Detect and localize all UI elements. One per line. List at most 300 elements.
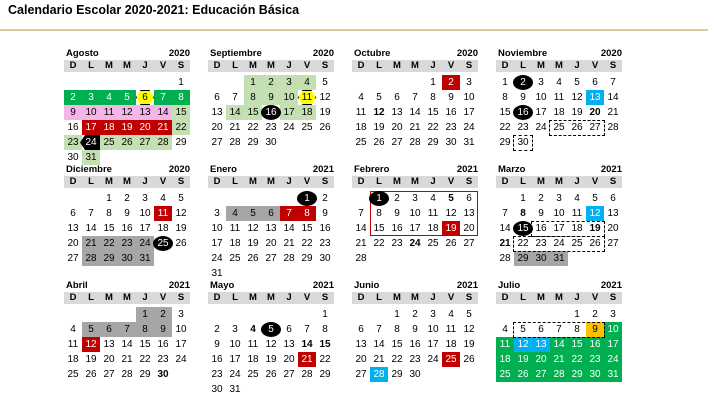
calendar-day: 31 (604, 367, 622, 382)
month-year: 2021 (168, 280, 190, 291)
weekday-header: M (537, 292, 545, 303)
weekday-header: M (411, 60, 419, 71)
calendar-day: 18 (553, 107, 565, 118)
calendar-day: 21 (373, 354, 385, 365)
weekday-header: J (574, 292, 580, 303)
calendar-day: 25 (571, 238, 583, 249)
calendar-day: 15 (373, 223, 385, 234)
calendar-day: 8 (172, 90, 190, 105)
calendar-day: 9 (538, 208, 544, 219)
calendar-day: 16 (67, 122, 79, 133)
calendar-day: 5 (574, 77, 580, 88)
calendar-day: 27 (391, 137, 403, 148)
calendar-day: 4 (502, 324, 508, 335)
calendar-day: 12 (265, 339, 277, 350)
calendar-day: 13 (67, 223, 79, 234)
calendar-day: 10 (139, 208, 151, 219)
weekday-header: J (430, 60, 436, 71)
calendar-day: 15 (391, 339, 403, 350)
month-header (496, 48, 626, 59)
month-year: 2021 (600, 164, 622, 175)
calendar-day: 24 (136, 236, 154, 251)
calendar-day: 18 (67, 354, 79, 365)
calendar-day: 26 (571, 122, 583, 133)
calendar-day: 25 (100, 135, 118, 150)
weekday-header: J (142, 60, 148, 71)
month-header (64, 164, 194, 175)
weekday-header: L (376, 60, 382, 71)
month-name: Marzo (498, 164, 526, 175)
calendar-day: 26 (85, 369, 97, 380)
calendar-day: 30 (118, 251, 136, 266)
calendar-day: 20 (355, 354, 367, 365)
calendar-day: 14 (85, 223, 97, 234)
calendar-day: 29 (247, 137, 259, 148)
calendar-day: 21 (409, 122, 421, 133)
calendar-day: 20 (391, 122, 403, 133)
calendar-day: 21 (607, 107, 619, 118)
calendar-day: 4 (250, 324, 256, 335)
calendar-day: 19 (175, 223, 187, 234)
calendar-day: 21 (154, 120, 172, 135)
calendar-day: 1 (520, 193, 526, 204)
weekday-header: M (393, 60, 401, 71)
calendar-day: 3 (556, 193, 562, 204)
calendar-day: 24 (553, 238, 565, 249)
calendar-day: 8 (106, 208, 112, 219)
calendar-day: 26 (514, 367, 532, 382)
calendar-day: 27 (67, 253, 79, 264)
weekday-header: M (249, 176, 257, 187)
calendar-day: 24 (175, 354, 187, 365)
calendar-day: 23 (319, 238, 331, 249)
weekday-header: S (321, 60, 329, 71)
month-name: Diciembre (66, 164, 112, 175)
calendar-day: 23 (157, 354, 169, 365)
calendar-day: 9 (586, 322, 604, 337)
weekday-header: M (267, 176, 275, 187)
weekday-header: L (88, 60, 94, 71)
calendar-day: 2 (262, 75, 280, 90)
calendar-day: 18 (100, 120, 118, 135)
calendar-day: 30 (319, 253, 331, 264)
title-divider (0, 29, 708, 31)
calendar-day: 17 (604, 337, 622, 352)
calendar-day: 7 (502, 208, 508, 219)
calendar-day: 12 (445, 208, 457, 219)
month-header (352, 280, 482, 291)
calendar-day: 19 (85, 354, 97, 365)
weekday-header: D (357, 292, 365, 303)
calendar-day: 25 (229, 253, 241, 264)
calendar-day: 11 (445, 324, 457, 335)
calendar-day: 7 (88, 208, 94, 219)
calendar-day: 17 (175, 339, 187, 350)
calendar-day: 29 (319, 369, 331, 380)
calendar-day: 1 (136, 307, 154, 322)
weekday-header-row (208, 292, 334, 304)
calendar-day: 14 (373, 339, 385, 350)
weekday-header: L (520, 60, 526, 71)
calendar-day: 15 (499, 107, 511, 118)
calendar-day: 3 (214, 208, 220, 219)
calendar-day: 3 (280, 75, 298, 90)
calendar-day: 6 (358, 324, 364, 335)
calendar-day: 21 (283, 238, 295, 249)
calendar-day: 13 (283, 339, 295, 350)
calendar-day: 18 (445, 339, 457, 350)
month-name: Mayo (210, 280, 235, 291)
calendar-day: 9 (520, 92, 526, 103)
weekday-header: L (88, 292, 94, 303)
month-name: Abril (66, 280, 88, 291)
calendar-day: 8 (136, 322, 154, 337)
calendar-day: 28 (355, 253, 367, 264)
calendar-day: 14 (499, 223, 511, 234)
calendar-day: 18 (571, 223, 583, 234)
calendar-day: 9 (154, 322, 172, 337)
weekday-header: M (105, 176, 113, 187)
calendar-day: 26 (463, 354, 475, 365)
calendar-day: 31 (136, 251, 154, 266)
calendar-day: 2 (124, 193, 130, 204)
calendar-day: 25 (553, 122, 565, 133)
calendar-day: 25 (442, 352, 460, 367)
calendar-day: 5 (592, 193, 598, 204)
weekday-header: J (430, 292, 436, 303)
weekday-header: D (213, 60, 221, 71)
calendar-day: 7 (358, 208, 364, 219)
weekday-header: M (249, 292, 257, 303)
calendar-day: 19 (514, 352, 532, 367)
calendar-day: 30 (517, 137, 529, 148)
calendar-day: 2 (412, 309, 418, 320)
calendar-day: 14 (301, 339, 313, 350)
calendar-day: 19 (319, 107, 331, 118)
calendar-day: 9 (262, 90, 280, 105)
calendar-day: 19 (247, 238, 259, 249)
calendar-day: 11 (496, 337, 514, 352)
weekday-header: S (609, 292, 617, 303)
calendar-day: 9 (124, 208, 130, 219)
month-year: 2021 (312, 280, 334, 291)
calendar-day: 15 (514, 221, 532, 236)
calendar-day: 23 (586, 352, 604, 367)
weekday-header: M (123, 176, 131, 187)
calendar-day: 14 (121, 339, 133, 350)
calendar-day: 24 (211, 253, 223, 264)
calendar-day: 23 (409, 354, 421, 365)
month-year: 2020 (168, 48, 190, 59)
weekday-header: J (286, 60, 292, 71)
month-abril (64, 280, 208, 394)
weekday-header: V (447, 176, 455, 187)
calendar-day: 20 (211, 122, 223, 133)
weekday-header: J (142, 292, 148, 303)
calendar-day: 19 (265, 354, 277, 365)
calendar-day: 2 (592, 309, 598, 320)
calendar-day: 17 (409, 223, 421, 234)
calendar-day: 22 (499, 122, 511, 133)
calendar-day: 4 (70, 324, 76, 335)
month-name: Septiembre (210, 48, 262, 59)
calendar-day: 8 (298, 206, 316, 221)
calendar-day: 18 (355, 122, 367, 133)
calendar-day: 8 (574, 324, 580, 335)
weekday-header: M (537, 60, 545, 71)
calendar-day: 1 (244, 75, 262, 90)
calendar-day: 10 (604, 322, 622, 337)
calendar-day: 31 (550, 251, 568, 266)
month-noviembre (496, 48, 640, 162)
calendar-day: 5 (118, 90, 136, 105)
calendar-day: 1 (298, 191, 316, 206)
calendar-day: 3 (142, 193, 148, 204)
calendar-day: 12 (463, 324, 475, 335)
calendar-day: 26 (445, 238, 457, 249)
calendar-day: 24 (604, 352, 622, 367)
calendar-day: 5 (178, 193, 184, 204)
calendar-day: 17 (139, 223, 151, 234)
calendar-day: 7 (556, 324, 562, 335)
calendar-day: 12 (319, 92, 331, 103)
calendar-day: 8 (502, 92, 508, 103)
calendar-day: 10 (535, 92, 547, 103)
calendar-day: 20 (607, 223, 619, 234)
weekday-header: M (537, 176, 545, 187)
weekday-header: L (88, 176, 94, 187)
weekday-header-row (352, 60, 478, 72)
calendar-day: 22 (172, 120, 190, 135)
calendar-day: 6 (394, 92, 400, 103)
weekday-header: V (303, 292, 311, 303)
calendar-day: 14 (154, 105, 172, 120)
calendar-day: 21 (499, 238, 511, 249)
calendar-day: 11 (229, 223, 241, 234)
calendar-day: 1 (430, 77, 436, 88)
calendar-day: 29 (499, 137, 511, 148)
month-name: Enero (210, 164, 237, 175)
weekday-header: S (465, 292, 473, 303)
weekday-header: M (411, 176, 419, 187)
calendar-day: 13 (586, 90, 604, 105)
calendar-day: 8 (520, 208, 526, 219)
calendar-day: 15 (427, 107, 439, 118)
calendar-day: 16 (409, 339, 421, 350)
calendar-day: 6 (592, 77, 598, 88)
calendar-day: 15 (319, 339, 331, 350)
weekday-header: L (520, 292, 526, 303)
calendar-day: 17 (535, 107, 547, 118)
calendar-day: 16 (535, 223, 547, 234)
calendar-day: 1 (322, 309, 328, 320)
calendar-day: 11 (247, 339, 259, 350)
calendar-day: 6 (262, 206, 280, 221)
calendar-day: 31 (211, 268, 223, 279)
calendar-day: 2 (322, 193, 328, 204)
calendar-day: 24 (283, 122, 295, 133)
calendar-day: 29 (514, 251, 532, 266)
calendar-day: 10 (175, 324, 187, 335)
month-header (208, 280, 338, 291)
weekday-header: V (591, 292, 599, 303)
calendar-day: 18 (247, 354, 259, 365)
weekday-header: J (286, 176, 292, 187)
month-name: Agosto (66, 48, 99, 59)
month-header (64, 48, 194, 59)
calendar-day: 30 (586, 367, 604, 382)
weekday-header: M (105, 60, 113, 71)
month-year: 2021 (600, 280, 622, 291)
weekday-header-row (208, 176, 334, 188)
calendar-day: 12 (514, 337, 532, 352)
calendar-day: 11 (298, 90, 316, 105)
calendar-day: 14 (355, 223, 367, 234)
calendar-day: 13 (355, 339, 367, 350)
calendar-day: 23 (391, 238, 403, 249)
calendar-day: 17 (280, 105, 298, 120)
weekday-header-row (352, 176, 478, 188)
calendar-day: 19 (442, 221, 460, 236)
weekday-header: S (177, 60, 185, 71)
calendar-day: 16 (121, 223, 133, 234)
calendar-day: 20 (283, 354, 295, 365)
calendar-title: Calendario Escolar 2020-2021: Educación Básica (8, 3, 300, 17)
month-year: 2021 (456, 164, 478, 175)
calendar-day: 5 (376, 92, 382, 103)
calendar-day: 28 (370, 367, 388, 382)
weekday-header: D (69, 60, 77, 71)
weekday-header: S (609, 60, 617, 71)
calendar-day: 12 (586, 206, 604, 221)
calendar-day: 26 (373, 137, 385, 148)
calendar-day: 1 (502, 77, 508, 88)
weekday-header: L (520, 176, 526, 187)
month-header (208, 164, 338, 175)
calendar-day: 23 (265, 122, 277, 133)
calendar-day: 7 (376, 324, 382, 335)
calendar-day: 4 (160, 193, 166, 204)
calendar-day: 4 (430, 193, 436, 204)
calendar-day: 17 (463, 107, 475, 118)
calendar-day: 9 (412, 324, 418, 335)
calendar-day: 5 (82, 322, 100, 337)
calendar-day: 10 (553, 208, 565, 219)
weekday-header: V (159, 176, 167, 187)
calendar-day: 28 (409, 137, 421, 148)
weekday-header: D (357, 60, 365, 71)
weekday-header: L (376, 292, 382, 303)
weekday-header: M (267, 60, 275, 71)
calendar-day: 2 (514, 75, 532, 90)
calendar-day: 29 (100, 251, 118, 266)
calendar-day: 10 (280, 90, 298, 105)
calendar-day: 31 (229, 384, 241, 395)
calendar-day: 24 (535, 122, 547, 133)
calendar-day: 14 (283, 223, 295, 234)
month-year: 2021 (312, 164, 334, 175)
calendar-day: 20 (463, 223, 475, 234)
weekday-header: D (69, 292, 77, 303)
calendar-day: 3 (412, 193, 418, 204)
calendar-day: 6 (70, 208, 76, 219)
calendar-day: 6 (100, 322, 118, 337)
calendar-day: 14 (226, 105, 244, 120)
calendar-day: 25 (355, 137, 367, 148)
calendar-day: 28 (301, 369, 313, 380)
calendar-day: 28 (82, 251, 100, 266)
calendar-day: 31 (82, 150, 100, 165)
calendar-day: 10 (229, 339, 241, 350)
calendar-day: 25 (154, 236, 172, 251)
calendar-day: 6 (610, 193, 616, 204)
weekday-header: V (159, 60, 167, 71)
calendar-day: 4 (556, 77, 562, 88)
calendar-day: 22 (373, 238, 385, 249)
month-year: 2020 (312, 48, 334, 59)
weekday-header: J (142, 176, 148, 187)
calendar-day: 11 (427, 208, 439, 219)
calendar-day: 30 (409, 369, 421, 380)
calendar-day: 2 (442, 75, 460, 90)
calendar-day: 25 (247, 369, 259, 380)
calendar-day: 9 (394, 208, 400, 219)
calendar-day: 9 (322, 208, 328, 219)
weekday-header: M (411, 292, 419, 303)
weekday-header: J (574, 176, 580, 187)
calendar-day: 24 (229, 369, 241, 380)
weekday-header: M (393, 292, 401, 303)
calendar-day: 10 (82, 105, 100, 120)
calendar-day: 15 (103, 223, 115, 234)
calendar-day: 27 (103, 369, 115, 380)
calendar-day: 19 (571, 107, 583, 118)
calendar-day: 14 (607, 92, 619, 103)
calendar-day: 5 (520, 324, 526, 335)
calendar-day: 26 (589, 238, 601, 249)
calendar-day: 11 (154, 206, 172, 221)
calendar-day: 27 (463, 238, 475, 249)
calendar-day: 4 (574, 193, 580, 204)
month-year: 2020 (456, 48, 478, 59)
calendar-day: 23 (118, 236, 136, 251)
calendar-day: 20 (589, 107, 601, 118)
calendar-day: 30 (532, 251, 550, 266)
calendar-day: 12 (175, 208, 187, 219)
calendar-day: 22 (100, 236, 118, 251)
month-name: Octubre (354, 48, 391, 59)
calendar-day: 20 (136, 120, 154, 135)
calendar-day: 5 (244, 206, 262, 221)
calendar-day: 3 (178, 309, 184, 320)
calendar-day: 8 (244, 90, 262, 105)
calendar-day: 25 (301, 122, 313, 133)
weekday-header: L (376, 176, 382, 187)
weekday-header: M (123, 292, 131, 303)
weekday-header-row (352, 292, 478, 304)
calendar-day: 1 (106, 193, 112, 204)
calendar-day: 27 (532, 367, 550, 382)
weekday-header-row (208, 60, 334, 72)
calendar-day: 28 (550, 367, 568, 382)
month-name: Junio (354, 280, 380, 291)
weekday-header: L (232, 176, 238, 187)
month-enero (208, 164, 352, 278)
calendar-day: 6 (466, 193, 472, 204)
weekday-header: L (232, 292, 238, 303)
calendar-day: 23 (445, 122, 457, 133)
month-septiembre (208, 48, 352, 162)
